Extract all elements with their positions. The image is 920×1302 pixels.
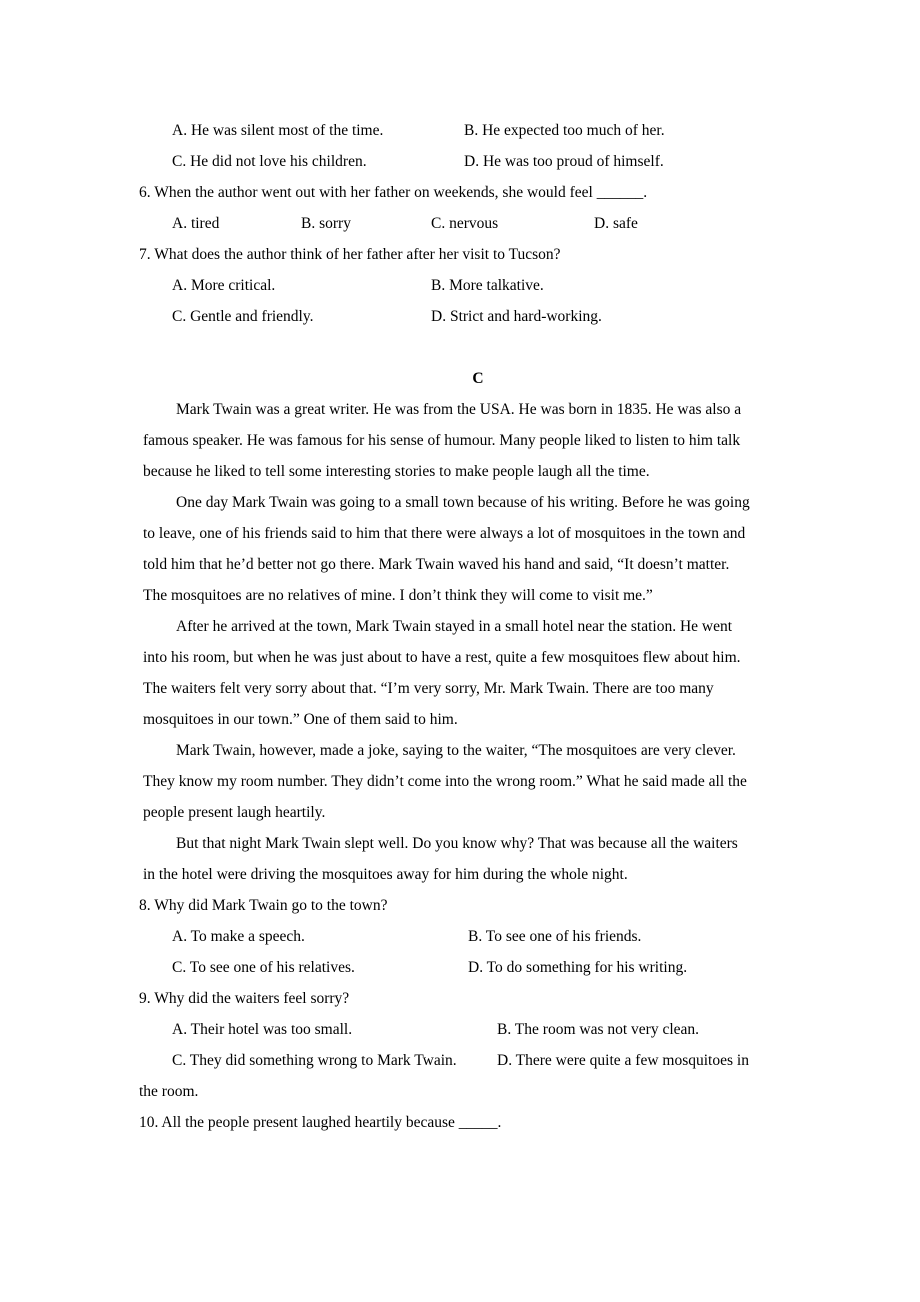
- q8-option-a: A. To make a speech.: [172, 928, 305, 945]
- passage-line: Mark Twain was a great writer. He was from the USA. He was born in 1835. He was also a: [176, 401, 742, 418]
- q8-option-c: C. To see one of his relatives.: [172, 959, 355, 976]
- passage-line: to leave, one of his friends said to him that there were always a lot of mosquitoes in the town and: [143, 525, 746, 542]
- q8-question: 8. Why did Mark Twain go to the town?: [139, 897, 388, 914]
- q8-option-b: B. To see one of his friends.: [468, 928, 642, 945]
- passage-line: After he arrived at the town, Mark Twain stayed in a small hotel near the station. He went: [176, 618, 733, 635]
- passage-line: told him that he’d better not go there. Mark Twain waved his hand and said, “It doesn’t matter.: [143, 556, 730, 573]
- q7-option-c: C. Gentle and friendly.: [172, 308, 314, 325]
- q5-option-c: C. He did not love his children.: [172, 153, 367, 170]
- passage-line: famous speaker. He was famous for his sense of humour. Many people liked to listen to him talk: [143, 432, 741, 449]
- section-heading: C: [472, 370, 484, 387]
- q9-option-a: A. Their hotel was too small.: [172, 1021, 353, 1038]
- q9-option-c: C. They did something wrong to Mark Twain.: [172, 1052, 457, 1069]
- passage-line: They know my room number. They didn’t come into the wrong room.” What he said made all the: [143, 773, 747, 790]
- q7-option-d: D. Strict and hard-working.: [431, 308, 602, 325]
- passage-line: people present laugh heartily.: [143, 804, 326, 821]
- q9-option-d-continued: the room.: [139, 1083, 199, 1100]
- passage-line: mosquitoes in our town.” One of them said to him.: [143, 711, 458, 728]
- passage-line: The waiters felt very sorry about that. “I’m very sorry, Mr. Mark Twain. There are too many: [143, 680, 714, 697]
- q6-option-c: C. nervous: [431, 215, 499, 232]
- q10-question: 10. All the people present laughed heartily because _____.: [139, 1114, 502, 1131]
- q7-option-b: B. More talkative.: [431, 277, 544, 294]
- passage-line: But that night Mark Twain slept well. Do you know why? That was because all the waiters: [176, 835, 738, 852]
- passage-line: The mosquitoes are no relatives of mine. I don’t think they will come to visit me.”: [143, 587, 653, 604]
- q6-question: 6. When the author went out with her father on weekends, she would feel ______.: [139, 184, 648, 201]
- passage-line: into his room, but when he was just about to have a rest, quite a few mosquitoes flew about him.: [143, 649, 741, 666]
- passage-line: One day Mark Twain was going to a small town because of his writing. Before he was going: [176, 494, 750, 511]
- q5-option-b: B. He expected too much of her.: [464, 122, 665, 139]
- q9-option-d: D. There were quite a few mosquitoes in: [497, 1052, 749, 1069]
- q9-option-b: B. The room was not very clean.: [497, 1021, 700, 1038]
- passage-line: in the hotel were driving the mosquitoes away for him during the whole night.: [143, 866, 628, 883]
- passage-line: Mark Twain, however, made a joke, saying to the waiter, “The mosquitoes are very clever.: [176, 742, 736, 759]
- q7-option-a: A. More critical.: [172, 277, 276, 294]
- q5-option-d: D. He was too proud of himself.: [464, 153, 664, 170]
- q7-question: 7. What does the author think of her father after her visit to Tucson?: [139, 246, 561, 263]
- q9-question: 9. Why did the waiters feel sorry?: [139, 990, 350, 1007]
- q6-option-b: B. sorry: [301, 215, 351, 232]
- q6-option-d: D. safe: [594, 215, 638, 232]
- q6-option-a: A. tired: [172, 215, 220, 232]
- q5-option-a: A. He was silent most of the time.: [172, 122, 384, 139]
- passage-line: because he liked to tell some interesting stories to make people laugh all the time.: [143, 463, 650, 480]
- q8-option-d: D. To do something for his writing.: [468, 959, 688, 976]
